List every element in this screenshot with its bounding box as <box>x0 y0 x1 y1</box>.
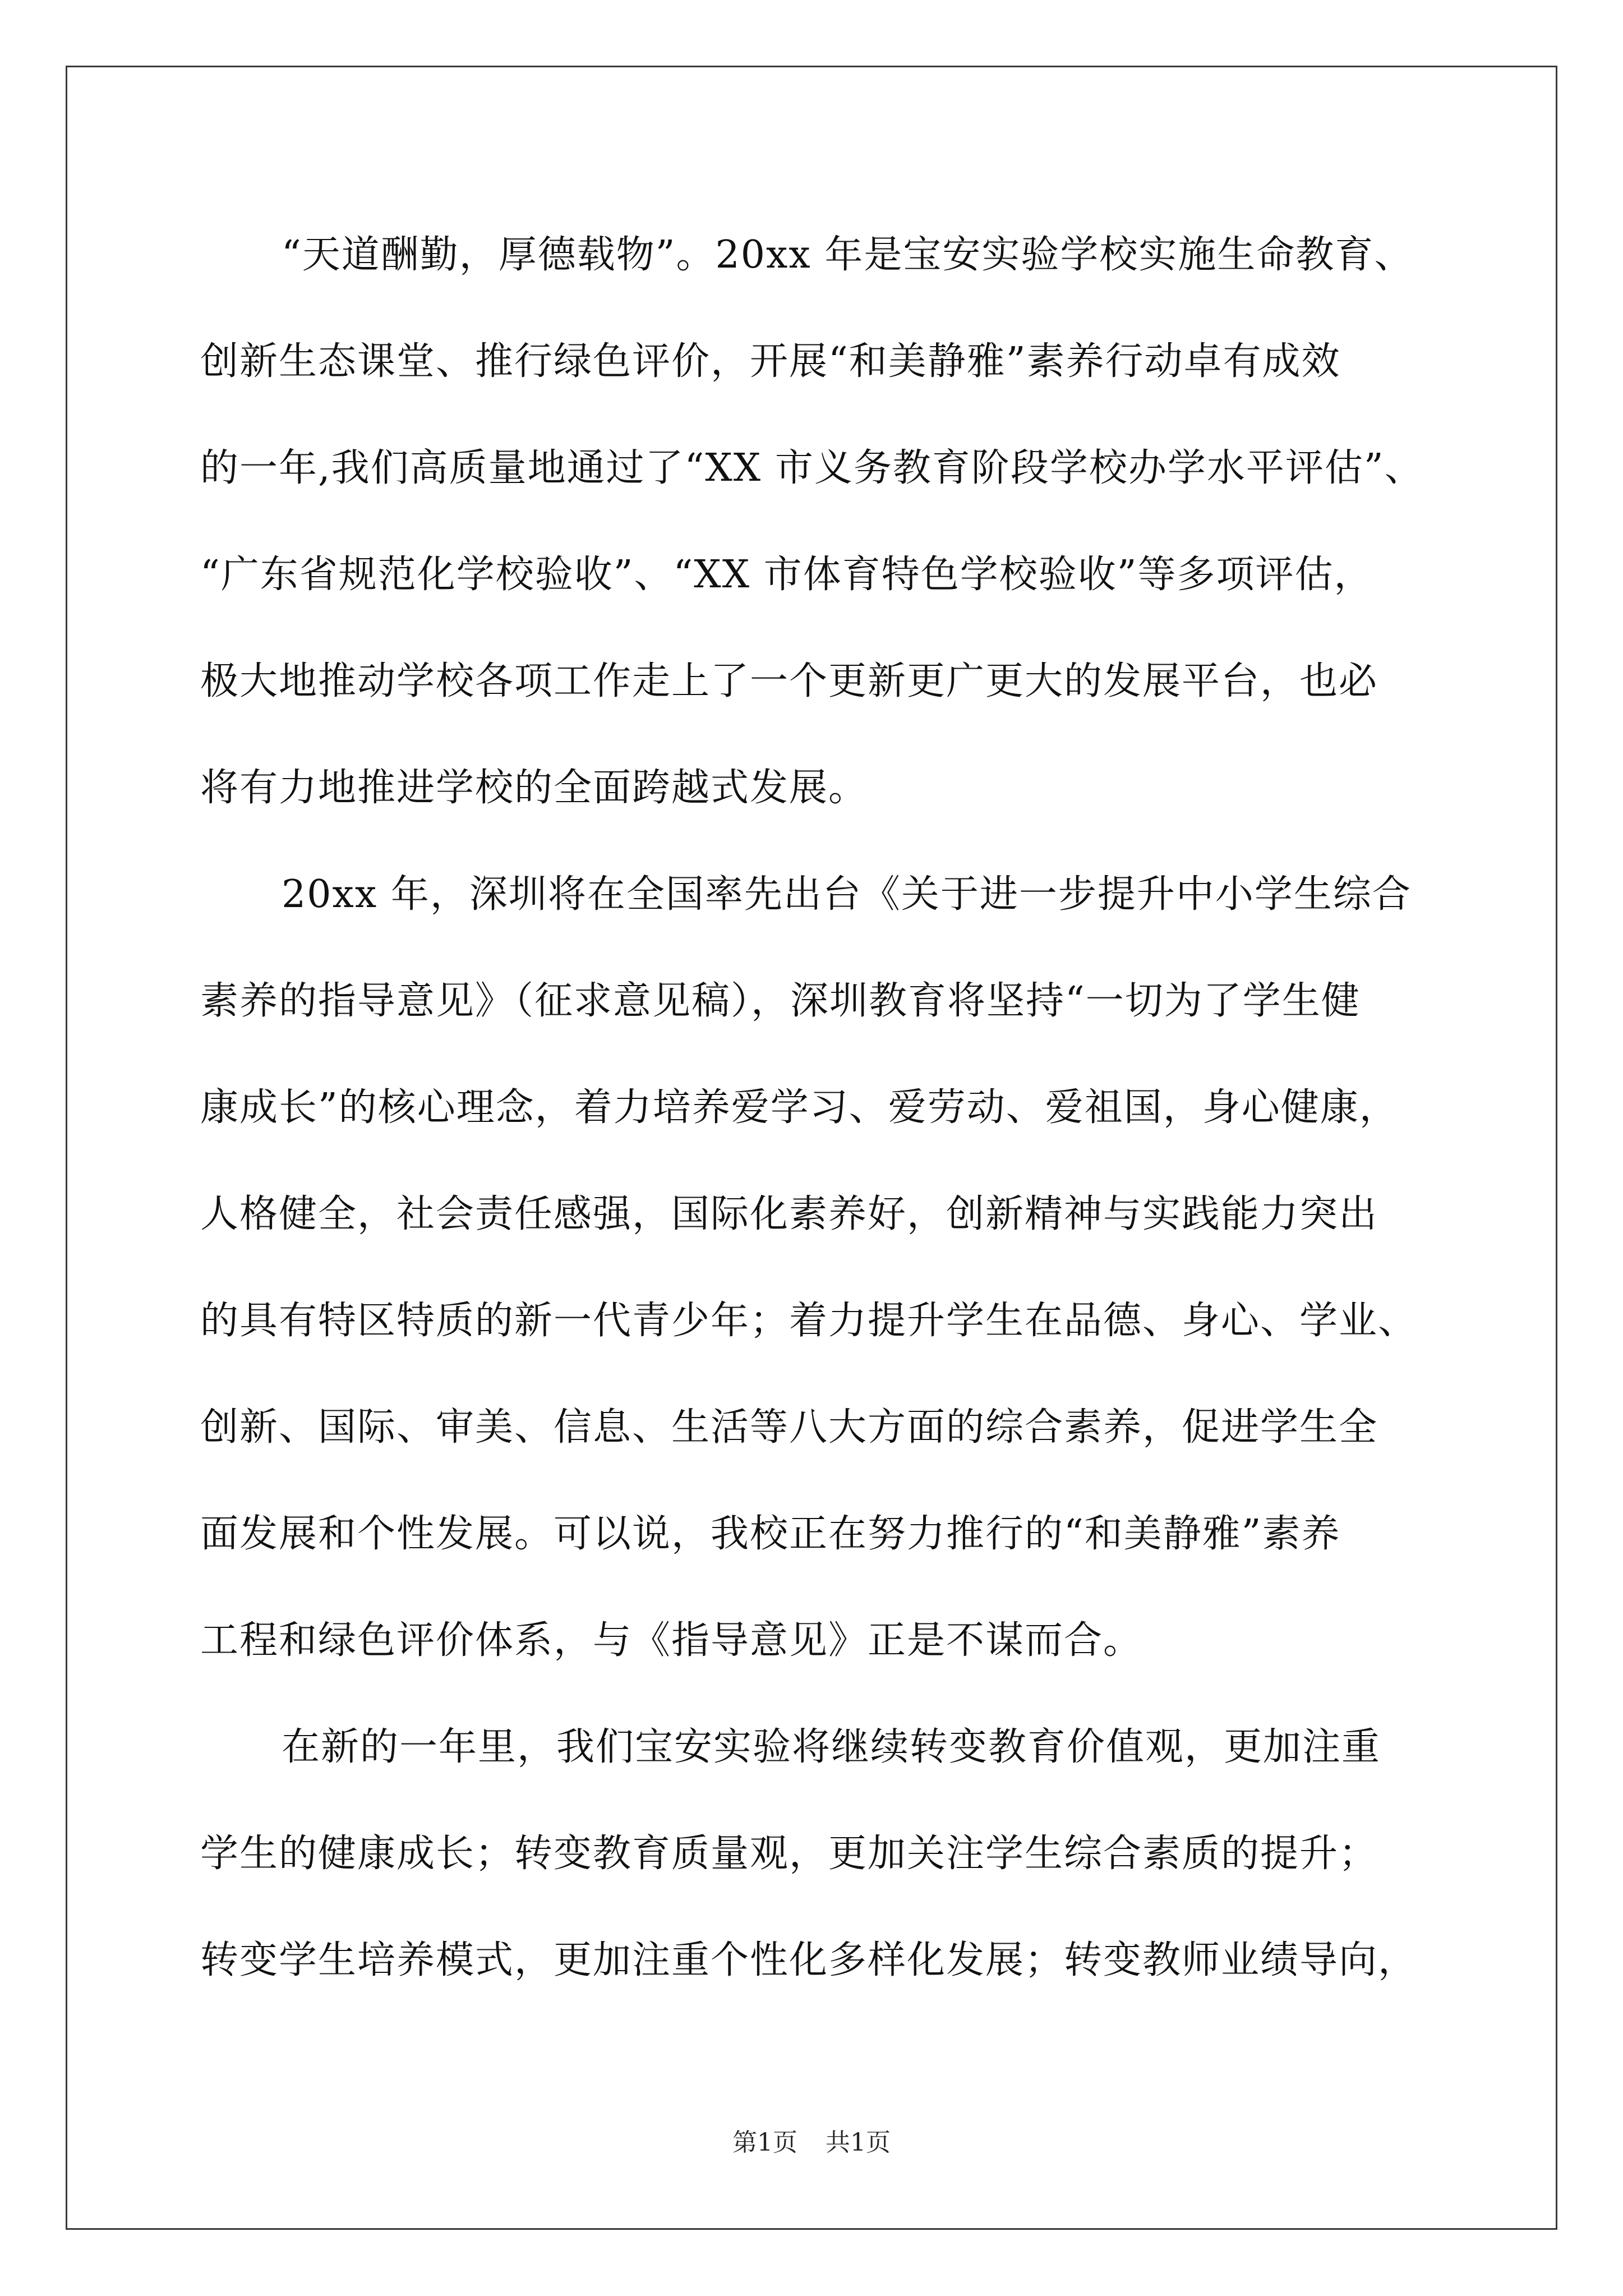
text-line: 的一年,我们高质量地通过了“XX 市义务教育阶段学校办学水平评估”、 <box>200 446 1424 490</box>
text-line: 工程和绿色评价体系，与《指导意见》正是不谋而合。 <box>200 1618 1143 1663</box>
text-line: 将有力地推进学校的全面跨越式发展。 <box>200 766 868 810</box>
text-line: 极大地推动学校各项工作走上了一个更新更广更大的发展平台，也必 <box>200 659 1378 703</box>
text-line: 面发展和个性发展。可以说，我校正在努力推行的“和美静雅”素养 <box>200 1512 1341 1556</box>
paragraph-2 <box>200 861 1445 1714</box>
text-line: 20xx 年，深圳将在全国率先出台《关于进一步提升中小学生综合 <box>282 872 1412 917</box>
text-line: 的具有特区特质的新一代青少年；着力提升学生在品德、身心、学业、 <box>200 1299 1418 1343</box>
text-line: 学生的健康成长；转变教育质量观，更加关注学生综合素质的提升； <box>200 1832 1378 1876</box>
paragraph-3 <box>200 1714 1445 2033</box>
page-total: 共1页 <box>826 2128 891 2157</box>
page-number: 第1页 <box>732 2128 797 2157</box>
text-line: 素养的指导意见》（征求意见稿），深圳教育将坚持“一切为了学生健 <box>200 979 1361 1023</box>
text-line: 在新的一年里，我们宝安实验将继续转变教育价值观，更加注重 <box>282 1725 1381 1769</box>
text-line: 创新、国际、审美、信息、生活等八大方面的综合素养，促进学生全 <box>200 1405 1378 1450</box>
page-footer <box>0 2126 1623 2160</box>
text-line: “天道酬勤，厚德载物”。20xx 年是宝安实验学校实施生命教育、 <box>282 233 1414 277</box>
text-line: 人格健全，社会责任感强，国际化素养好，创新精神与实践能力突出 <box>200 1192 1378 1236</box>
paragraph-1 <box>200 222 1445 861</box>
text-line: 康成长”的核心理念，着力培养爱学习、爱劳动、爱祖国，身心健康， <box>200 1085 1399 1130</box>
text-line: “广东省规范化学校验收”、“XX 市体育特色学校验收”等多项评估， <box>200 553 1373 597</box>
text-line: 创新生态课堂、推行绿色评价，开展“和美静雅”素养行动卓有成效 <box>200 339 1341 384</box>
document-body <box>200 222 1445 2033</box>
text-line: 转变学生培养模式，更加注重个性化多样化发展；转变教师业绩导向， <box>200 1938 1418 1982</box>
